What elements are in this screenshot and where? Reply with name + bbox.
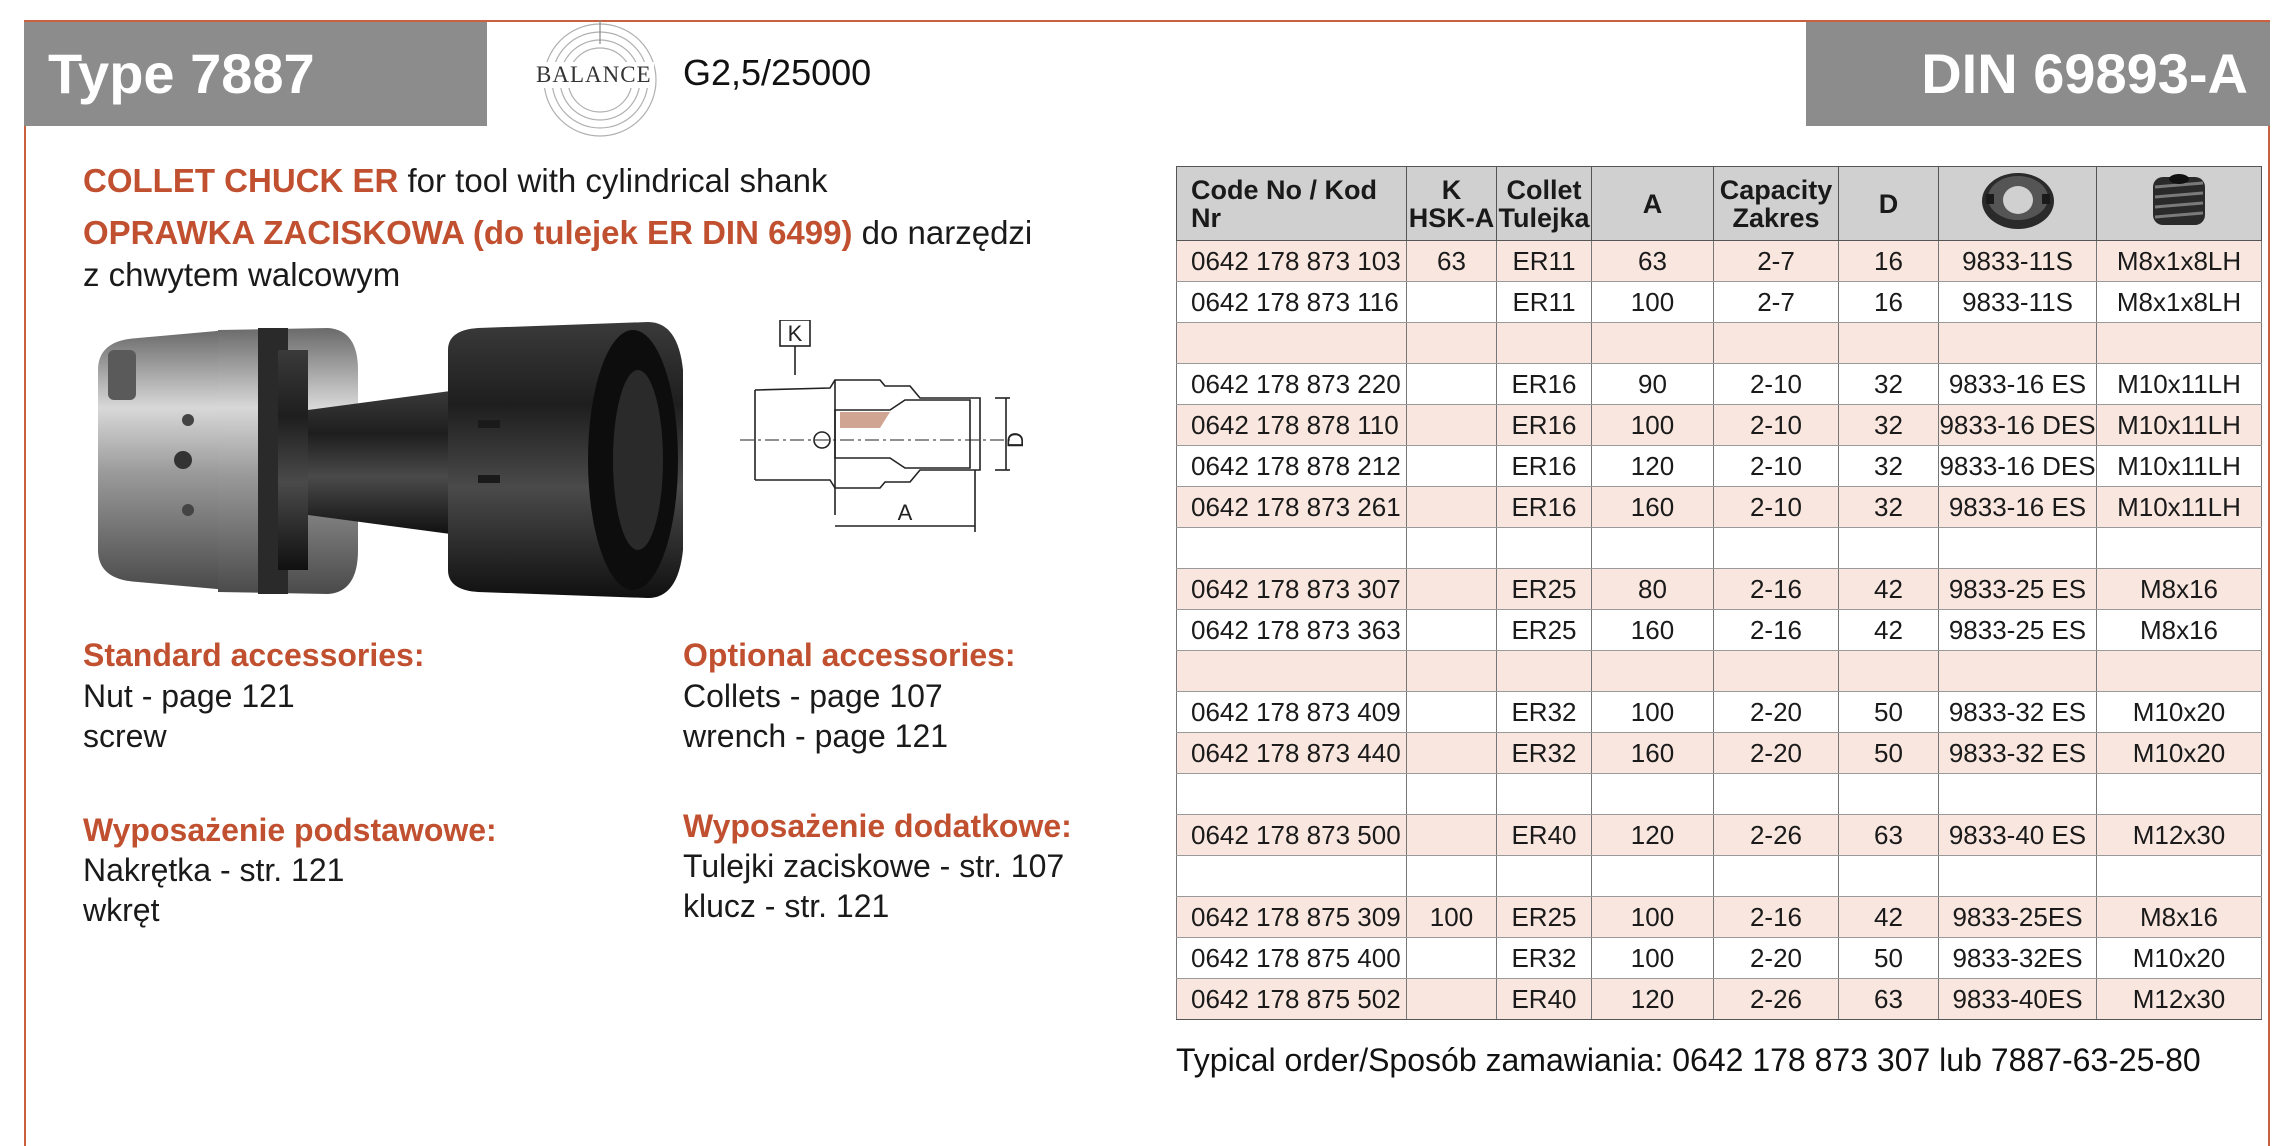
cell-collet: ER25 <box>1497 610 1592 651</box>
cell-screw: M8x1x8LH <box>2097 282 2262 323</box>
cell-k <box>1407 569 1497 610</box>
table-row <box>1177 733 2262 774</box>
title-en <box>83 162 828 200</box>
product-spec-table <box>1176 166 2262 1020</box>
cell-screw <box>2097 528 2262 569</box>
cell-d <box>1839 856 1939 897</box>
collet-chuck-photo <box>78 310 698 610</box>
table-row <box>1177 938 2262 979</box>
cell-a: 100 <box>1592 692 1714 733</box>
cell-screw: M10x20 <box>2097 692 2262 733</box>
cell-d: 32 <box>1839 405 1939 446</box>
header-k-line1: K <box>1441 174 1462 205</box>
cell-k <box>1407 487 1497 528</box>
cell-collet: ER32 <box>1497 692 1592 733</box>
optional-accessory-item: Collets - page 107 <box>683 678 943 714</box>
cell-nut: 9833-32ES <box>1939 938 2097 979</box>
cell-d <box>1839 528 1939 569</box>
cell-screw: M8x16 <box>2097 897 2262 938</box>
optional-accessory-item: wrench - page 121 <box>683 718 949 754</box>
table-row <box>1177 774 2262 815</box>
cell-code <box>1177 774 1407 815</box>
cell-screw: M12x30 <box>2097 815 2262 856</box>
standard-accessory-item-pl: wkręt <box>83 892 160 928</box>
cell-k <box>1407 405 1497 446</box>
cell-collet <box>1497 774 1592 815</box>
header-screw <box>2097 167 2262 241</box>
cell-nut <box>1939 323 2097 364</box>
title-pl-accent: OPRAWKA ZACISKOWA (do tulejek ER DIN 6499) <box>83 214 853 251</box>
cell-k <box>1407 815 1497 856</box>
cell-k <box>1407 938 1497 979</box>
cell-d: 63 <box>1839 979 1939 1020</box>
cell-screw: M10x20 <box>2097 733 2262 774</box>
cell-code <box>1177 323 1407 364</box>
table-row <box>1177 692 2262 733</box>
title-en-accent: COLLET CHUCK ER <box>83 162 399 199</box>
cell-capacity: 2-26 <box>1714 979 1839 1020</box>
table-header-row <box>1177 167 2262 241</box>
cell-capacity <box>1714 774 1839 815</box>
cell-collet: ER25 <box>1497 569 1592 610</box>
cell-collet: ER11 <box>1497 282 1592 323</box>
header-d <box>1839 167 1939 241</box>
title-pl-rest: do narzędzi <box>852 214 1033 251</box>
cell-nut <box>1939 774 2097 815</box>
cell-capacity: 2-20 <box>1714 938 1839 979</box>
table-row <box>1177 856 2262 897</box>
cell-nut <box>1939 856 2097 897</box>
cell-d <box>1839 323 1939 364</box>
table-row <box>1177 446 2262 487</box>
cell-k <box>1407 610 1497 651</box>
cell-k <box>1407 856 1497 897</box>
cell-code <box>1177 651 1407 692</box>
drawing-label-d: D <box>1003 432 1028 448</box>
cell-screw: M10x11LH <box>2097 487 2262 528</box>
cell-a: 120 <box>1592 446 1714 487</box>
table-row <box>1177 610 2262 651</box>
table-row <box>1177 241 2262 282</box>
cell-d: 50 <box>1839 938 1939 979</box>
cell-nut: 9833-11S <box>1939 241 2097 282</box>
table-row <box>1177 528 2262 569</box>
cell-nut <box>1939 528 2097 569</box>
cell-k: 63 <box>1407 241 1497 282</box>
cell-nut: 9833-25 ES <box>1939 569 2097 610</box>
cell-nut: 9833-16 DES <box>1939 405 2097 446</box>
cell-screw <box>2097 856 2262 897</box>
cell-nut: 9833-40ES <box>1939 979 2097 1020</box>
header-collet <box>1497 167 1592 241</box>
din-title: DIN 69893-A <box>1806 22 2270 126</box>
balance-value: G2,5/25000 <box>683 52 872 93</box>
cell-d: 16 <box>1839 282 1939 323</box>
cell-code: 0642 178 878 110 <box>1177 405 1407 446</box>
standard-accessory-item-pl: Nakrętka - str. 121 <box>83 852 345 888</box>
cell-a <box>1592 651 1714 692</box>
typical-order-note: Typical order/Sposób zamawiania: 0642 178 873 307 lub 7887-63-25-80 <box>1176 1042 2201 1078</box>
cell-code: 0642 178 875 502 <box>1177 979 1407 1020</box>
cell-collet: ER32 <box>1497 733 1592 774</box>
cell-a: 100 <box>1592 282 1714 323</box>
cell-code: 0642 178 873 307 <box>1177 569 1407 610</box>
technical-drawing <box>740 320 1110 590</box>
table-row <box>1177 569 2262 610</box>
standard-accessories-heading: Standard accessories: <box>83 637 425 673</box>
header-d-label: D <box>1878 188 1899 219</box>
cell-capacity <box>1714 323 1839 364</box>
cell-k <box>1407 446 1497 487</box>
cell-nut: 9833-32 ES <box>1939 692 2097 733</box>
cell-nut: 9833-32 ES <box>1939 733 2097 774</box>
cell-k: 100 <box>1407 897 1497 938</box>
cell-capacity: 2-7 <box>1714 282 1839 323</box>
cell-a: 160 <box>1592 610 1714 651</box>
cell-collet <box>1497 323 1592 364</box>
cell-capacity <box>1714 651 1839 692</box>
header-capacity <box>1714 167 1839 241</box>
cell-nut: 9833-16 ES <box>1939 487 2097 528</box>
cell-screw: M10x11LH <box>2097 364 2262 405</box>
header-collet-line2: Tulejka <box>1498 202 1590 233</box>
cell-d: 32 <box>1839 364 1939 405</box>
title-pl-line2: z chwytem walcowym <box>83 256 401 293</box>
cell-screw: M12x30 <box>2097 979 2262 1020</box>
cell-code: 0642 178 875 400 <box>1177 938 1407 979</box>
cell-screw: M10x20 <box>2097 938 2262 979</box>
cell-a: 90 <box>1592 364 1714 405</box>
cell-code: 0642 178 873 220 <box>1177 364 1407 405</box>
cell-nut: 9833-11S <box>1939 282 2097 323</box>
frame-right-line <box>2268 20 2270 1146</box>
optional-accessory-item-pl: Tulejki zaciskowe - str. 107 <box>683 848 1065 884</box>
cell-a: 160 <box>1592 733 1714 774</box>
cell-d: 16 <box>1839 241 1939 282</box>
balance-label: BALANCE <box>536 62 652 87</box>
cell-a <box>1592 323 1714 364</box>
cell-k <box>1407 774 1497 815</box>
cell-code: 0642 178 875 309 <box>1177 897 1407 938</box>
type-title: Type 7887 <box>24 22 487 126</box>
cell-capacity: 2-20 <box>1714 733 1839 774</box>
cell-code: 0642 178 873 409 <box>1177 692 1407 733</box>
cell-collet: ER16 <box>1497 446 1592 487</box>
cell-capacity: 2-10 <box>1714 405 1839 446</box>
cell-screw <box>2097 774 2262 815</box>
table-row <box>1177 979 2262 1020</box>
cell-screw: M8x16 <box>2097 569 2262 610</box>
header-collet-line1: Collet <box>1506 174 1582 205</box>
cell-k <box>1407 692 1497 733</box>
cell-nut: 9833-16 ES <box>1939 364 2097 405</box>
cell-k <box>1407 323 1497 364</box>
cell-code <box>1177 856 1407 897</box>
cell-a: 120 <box>1592 979 1714 1020</box>
cell-d <box>1839 651 1939 692</box>
header-code-label: Code No / Kod Nr <box>1191 174 1377 233</box>
table-row <box>1177 364 2262 405</box>
cell-screw: M8x16 <box>2097 610 2262 651</box>
cell-a <box>1592 774 1714 815</box>
table-row <box>1177 487 2262 528</box>
cell-screw: M8x1x8LH <box>2097 241 2262 282</box>
cell-d <box>1839 774 1939 815</box>
cell-a: 63 <box>1592 241 1714 282</box>
header-code <box>1177 167 1407 241</box>
header-nut <box>1939 167 2097 241</box>
standard-accessory-item: Nut - page 121 <box>83 678 295 714</box>
cell-code: 0642 178 873 103 <box>1177 241 1407 282</box>
cell-d: 32 <box>1839 446 1939 487</box>
cell-k <box>1407 528 1497 569</box>
cell-k <box>1407 733 1497 774</box>
cell-capacity: 2-10 <box>1714 487 1839 528</box>
standard-accessory-item: screw <box>83 718 167 754</box>
cell-d: 42 <box>1839 897 1939 938</box>
cell-capacity: 2-10 <box>1714 364 1839 405</box>
cell-k <box>1407 282 1497 323</box>
cell-a: 100 <box>1592 938 1714 979</box>
cell-a: 160 <box>1592 487 1714 528</box>
cell-nut: 9833-25 ES <box>1939 610 2097 651</box>
header-k <box>1407 167 1497 241</box>
cell-capacity: 2-16 <box>1714 897 1839 938</box>
optional-accessory-item-pl: klucz - str. 121 <box>683 888 890 924</box>
cell-capacity <box>1714 528 1839 569</box>
cell-code: 0642 178 878 212 <box>1177 446 1407 487</box>
cell-code: 0642 178 873 440 <box>1177 733 1407 774</box>
cell-a: 100 <box>1592 897 1714 938</box>
title-en-rest: for tool with cylindrical shank <box>398 162 828 199</box>
optional-accessories-heading-pl: Wyposażenie dodatkowe: <box>683 808 1072 844</box>
cell-k <box>1407 364 1497 405</box>
cell-d: 50 <box>1839 733 1939 774</box>
cell-capacity <box>1714 856 1839 897</box>
cell-code: 0642 178 873 261 <box>1177 487 1407 528</box>
cell-screw: M10x11LH <box>2097 446 2262 487</box>
cell-nut: 9833-16 DES <box>1939 446 2097 487</box>
cell-a <box>1592 856 1714 897</box>
cell-collet: ER40 <box>1497 815 1592 856</box>
cell-nut <box>1939 651 2097 692</box>
cell-a: 80 <box>1592 569 1714 610</box>
header-a-label: A <box>1642 188 1663 219</box>
cell-code <box>1177 528 1407 569</box>
table-row <box>1177 651 2262 692</box>
cell-k <box>1407 651 1497 692</box>
cell-code: 0642 178 873 116 <box>1177 282 1407 323</box>
cell-d: 42 <box>1839 569 1939 610</box>
cell-capacity: 2-16 <box>1714 610 1839 651</box>
cell-capacity: 2-10 <box>1714 446 1839 487</box>
table-row <box>1177 405 2262 446</box>
cell-collet: ER16 <box>1497 487 1592 528</box>
cell-collet <box>1497 651 1592 692</box>
title-pl <box>83 214 1032 252</box>
cell-k <box>1407 979 1497 1020</box>
cell-nut: 9833-40 ES <box>1939 815 2097 856</box>
cell-a <box>1592 528 1714 569</box>
set-screw-icon <box>2139 169 2219 233</box>
cell-screw <box>2097 323 2262 364</box>
table-row <box>1177 815 2262 856</box>
cell-capacity: 2-7 <box>1714 241 1839 282</box>
cell-collet: ER40 <box>1497 979 1592 1020</box>
header-capacity-line2: Zakres <box>1732 202 1820 233</box>
cell-collet: ER16 <box>1497 405 1592 446</box>
cell-capacity: 2-16 <box>1714 569 1839 610</box>
cell-nut: 9833-25ES <box>1939 897 2097 938</box>
optional-accessories-heading: Optional accessories: <box>683 637 1016 673</box>
table-row <box>1177 897 2262 938</box>
cell-collet <box>1497 528 1592 569</box>
drawing-label-k: K <box>787 321 803 346</box>
cell-d: 63 <box>1839 815 1939 856</box>
cell-screw: M10x11LH <box>2097 405 2262 446</box>
cell-collet: ER16 <box>1497 364 1592 405</box>
table-row <box>1177 282 2262 323</box>
cell-a: 100 <box>1592 405 1714 446</box>
header-a <box>1592 167 1714 241</box>
header-k-line2: HSK-A <box>1408 202 1495 233</box>
cell-collet <box>1497 856 1592 897</box>
cell-collet: ER25 <box>1497 897 1592 938</box>
cell-a: 120 <box>1592 815 1714 856</box>
cell-d: 32 <box>1839 487 1939 528</box>
collet-nut-icon <box>1978 170 2058 232</box>
cell-capacity: 2-26 <box>1714 815 1839 856</box>
cell-d: 50 <box>1839 692 1939 733</box>
cell-collet: ER11 <box>1497 241 1592 282</box>
standard-accessories-heading-pl: Wyposażenie podstawowe: <box>83 812 497 848</box>
cell-collet: ER32 <box>1497 938 1592 979</box>
table-row <box>1177 323 2262 364</box>
cell-screw <box>2097 651 2262 692</box>
header-capacity-line1: Capacity <box>1719 174 1833 205</box>
frame-left-line <box>24 20 26 1146</box>
drawing-label-a: A <box>897 500 913 525</box>
cell-capacity: 2-20 <box>1714 692 1839 733</box>
cell-d: 42 <box>1839 610 1939 651</box>
cell-code: 0642 178 873 500 <box>1177 815 1407 856</box>
cell-code: 0642 178 873 363 <box>1177 610 1407 651</box>
